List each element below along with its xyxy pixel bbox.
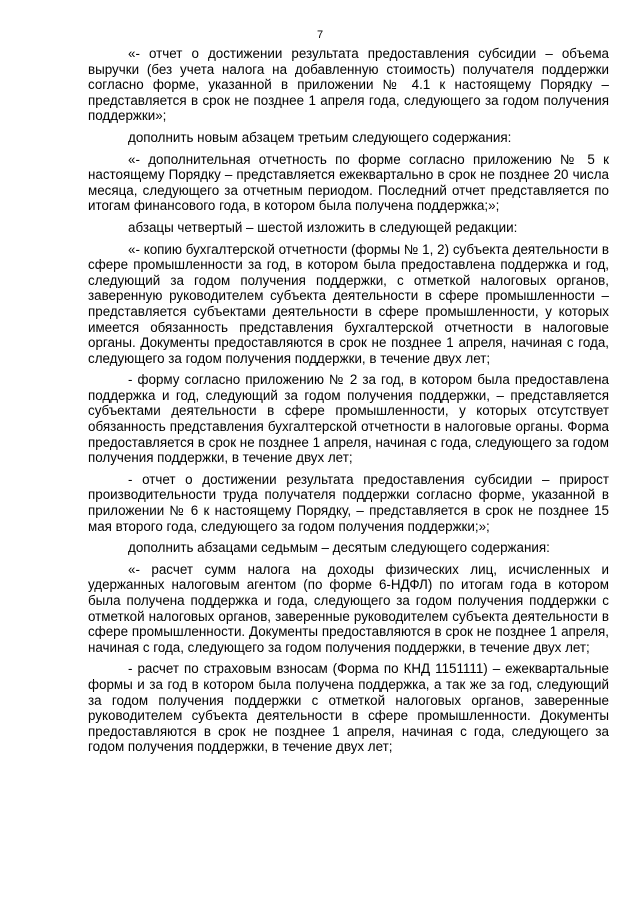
document-body	[88, 46, 609, 761]
paragraph-add-third: дополнить новым абзацем третьим следующего содержания:	[128, 129, 512, 145]
paragraph-accounting-copy: «- копию бухгалтерской отчетности (формы № 1, 2) субъекта деятельности в сфере промышленности за год, в котором была предоставлена поддержка и год, следующий за годом получения поддержки, с отметкой налоговых органов, заверенную руководителем субъекта деятельности в сфере промышленности – представляется субъектами деятельности в сфере промышленности, у которых имеется обязанность представления бухгалтерской отчетности в налоговые органы. Документы предоставляются в срок не позднее 1 апреля, начиная с года, следующего за годом получения поддержки, в течение двух лет;	[88, 241, 609, 366]
paragraph-ndfl-calculation: «- расчет сумм налога на доходы физических лиц, исчисленных и удержанных налоговым агентом (по форме 6-НДФЛ) по итогам года в котором была получена поддержка и года, следующего за годом получения поддержки с отметкой налоговых органов, заверенные руководителем субъекта деятельности в сфере промышленности. Документы предоставляются в срок не позднее 1 апреля, начиная с года, следующего за годом получения поддержки, в течение двух лет;	[88, 561, 609, 655]
page-number: 7	[316, 29, 324, 41]
paragraph-additional-reporting: «- дополнительная отчетность по форме согласно приложению № 5 к настоящему Порядку – представляется ежеквартально в срок не позднее 20 числа месяца, следующего за отчетным периодом. Последний отчет представляется по итогам финансового года, в котором была получена поддержка;»;	[88, 151, 609, 214]
paragraph-fourth-sixth: абзацы четвертый – шестой изложить в следующей редакции:	[128, 219, 518, 235]
paragraph-insurance-calculation: - расчет по страховым взносам (Форма по КНД 1151111) – ежеквартальные формы и за год в котором была получена поддержка, а так же за год, следующий за годом получения поддержки с отметкой налоговых органов, заверенные руководителем субъекта деятельности в сфере промышленности. Документы предоставляются в срок не позднее 1 апреля, начиная с года, следующего за годом получения поддержки, в течение двух лет;	[88, 661, 609, 755]
paragraph-productivity-report: - отчет о достижении результата предоставления субсидии – прирост производительности труда получателя поддержки согласно форме, указанной в приложении № 6 к настоящему Порядку, – представляется в срок не позднее 15 мая второго года, следующего за годом получения поддержки;»;	[88, 471, 609, 534]
paragraph-form-appendix-2: - форму согласно приложению № 2 за год, в котором была предоставлена поддержка и год, следующий за годом получения поддержки, – представляется субъектами деятельности в сфере промышленности, у которых отсутствует обязанность представления бухгалтерской отчетности в налоговые органы. Форма предоставляется в срок не позднее 1 апреля, начиная с года, следующего за годом получения поддержки, в течение двух лет;	[88, 372, 609, 466]
paragraph-revenue-report: «- отчет о достижении результата предоставления субсидии – объема выручки (без учета налога на добавленную стоимость) получателя поддержки согласно форме, указанной в приложении № 4.1 к настоящему Порядку – представляется в срок не позднее 1 апреля года, следующего за годом получения поддержки»;	[88, 46, 609, 124]
paragraph-add-seventh-tenth: дополнить абзацами седьмым – десятым следующего содержания:	[128, 540, 550, 556]
